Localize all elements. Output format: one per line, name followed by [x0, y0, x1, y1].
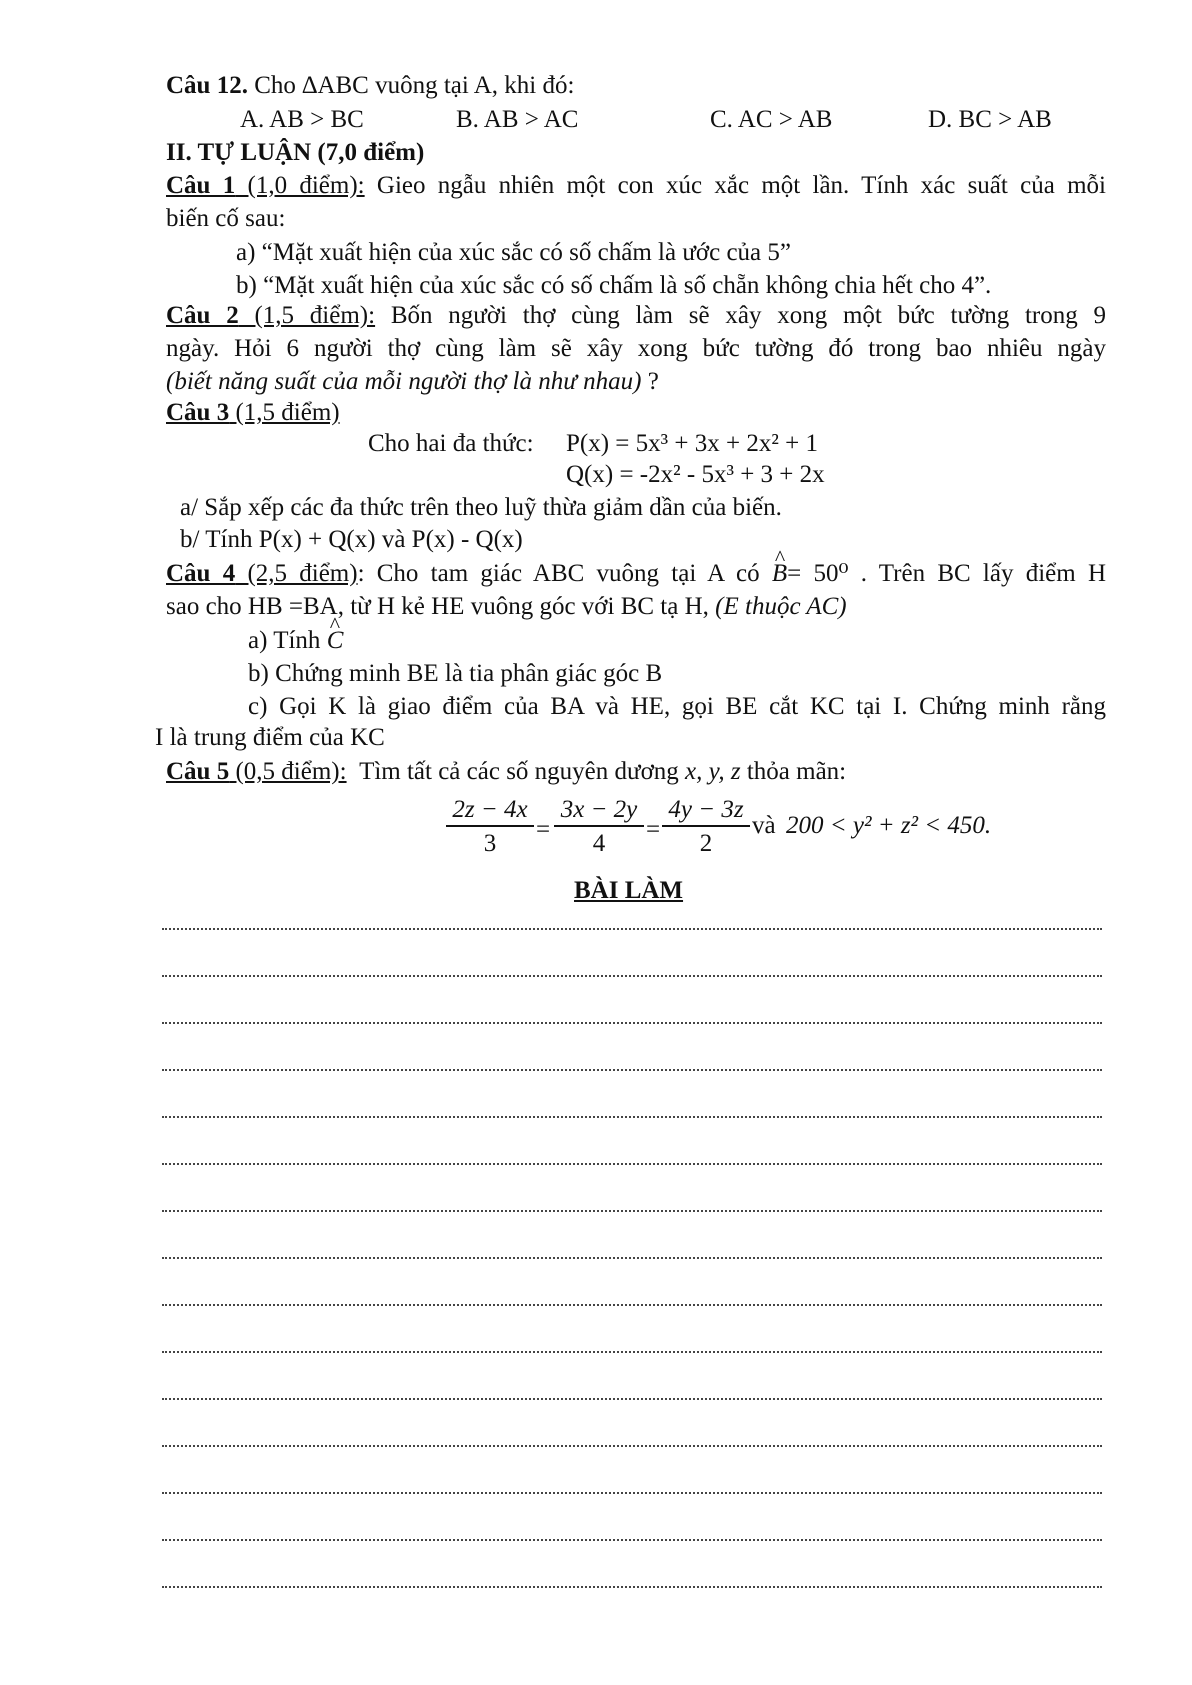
c5-points: (0,5 điểm):: [229, 758, 347, 785]
fraction-2-den: 4: [592, 830, 606, 857]
fraction-2: [554, 795, 644, 861]
answer-line: [162, 1539, 1102, 1541]
c5-label-bold: Câu 5: [166, 758, 230, 785]
fraction-2-num: 3x − 2y: [554, 795, 644, 827]
answer-line: [162, 928, 1102, 930]
answer-line: [162, 1022, 1102, 1024]
c4-part-c2: I là trung điểm của KC: [155, 724, 385, 751]
c4-text2: = 50⁰ . Trên BC lấy điểm H: [787, 560, 1106, 587]
c2-line2: ngày. Hỏi 6 người thợ cùng làm sẽ xây xong bức tường đó trong bao nhiêu ngày: [166, 335, 1106, 362]
q12-option-d: D. BC > AB: [928, 106, 1052, 133]
fraction-3-den: 2: [699, 830, 713, 857]
answer-line: [162, 1586, 1102, 1588]
c3-part-a: a/ Sắp xếp các đa thức trên theo luỹ thừa giảm dần của biến.: [180, 494, 782, 521]
q12-text: Cho ∆ABC vuông tại A, khi đó:: [247, 72, 575, 99]
c5-text-end: thỏa mãn:: [740, 758, 847, 785]
fraction-1: [446, 795, 534, 861]
equals-2: =: [646, 816, 661, 843]
c3-label: [166, 397, 340, 429]
fraction-3: [662, 795, 750, 861]
c3-part-b: b/ Tính P(x) + Q(x) và P(x) - Q(x): [180, 526, 523, 553]
c3-poly-p: P(x) = 5x³ + 3x + 2x² + 1: [566, 430, 818, 457]
fraction-3-num: 4y − 3z: [662, 795, 750, 827]
c2-label-bold: Câu 2: [166, 302, 239, 329]
c1-item-b: b) “Mặt xuất hiện của xúc sắc có số chấm là số chẵn không chia hết cho 4”.: [236, 272, 992, 299]
c2-text: Bốn người thợ cùng làm sẽ xây xong một bức tường trong 9: [390, 302, 1107, 329]
c2-points: (1,5 điểm):: [238, 302, 376, 329]
c4-text1: : Cho tam giác ABC vuông tại A có: [357, 560, 772, 587]
angle-c: ^ C: [327, 625, 344, 657]
c3-points: (1,5 điểm): [229, 399, 340, 426]
c5-text: Tìm tất cả các số nguyên dương: [359, 758, 686, 785]
c4-label-bold: Câu 4: [166, 560, 236, 587]
c5-vars: x, y, z: [685, 758, 741, 785]
section-title: II. TỰ LUẬN (7,0 điểm): [166, 139, 425, 166]
answer-line: [162, 975, 1102, 977]
c4-part-c1-text: c) Gọi K là giao điểm của BA và HE, gọi BE cắt KC tại I. Chứng minh rằng: [248, 693, 1106, 720]
c3-poly-q: Q(x) = -2x² - 5x³ + 3 + 2x: [566, 461, 825, 488]
c5-line: [166, 756, 846, 788]
answer-line: [162, 1116, 1102, 1118]
c2-note: (biết năng suất của mỗi người thợ là như nhau): [166, 368, 642, 395]
q12-option-a: A. AB > BC: [240, 106, 364, 133]
c5-and: và: [752, 812, 776, 839]
c1-line2: biến cố sau:: [166, 205, 286, 232]
c3-label-bold: Câu 3: [166, 399, 230, 426]
q12-option-c: C. AC > AB: [710, 106, 833, 133]
c3-intro: Cho hai đa thức:: [368, 430, 534, 457]
c4-part-a-text: a) Tính: [248, 627, 327, 654]
equals-1: =: [536, 816, 551, 843]
answer-line: [162, 1398, 1102, 1400]
q12-line: [166, 70, 574, 102]
c2-line1: [166, 300, 1106, 332]
c1-line1: [166, 170, 1106, 202]
c2-line3: [166, 366, 659, 398]
answer-line: [162, 1069, 1102, 1071]
c4-line1: [166, 558, 1106, 590]
c1-item-a: a) “Mặt xuất hiện của xúc sắc có số chấm là ước của 5”: [236, 239, 791, 266]
answer-line: [162, 1304, 1102, 1306]
c1-text: Gieo ngẫu nhiên một con xúc xắc một lần. Tính xác suất của mỗi: [376, 172, 1106, 199]
answer-line: [162, 1351, 1102, 1353]
fraction-1-den: 3: [483, 830, 497, 857]
c4-line2: [166, 591, 847, 623]
c4-text3: sao cho HB =BA, từ H kẻ HE vuông góc với BC tạ H,: [166, 593, 716, 620]
c1-points: (1,0 điểm):: [235, 172, 365, 199]
c5-inequality: 200 < y² + z² < 450.: [786, 812, 992, 839]
angle-b: ^ B: [772, 558, 787, 590]
c4-part-a: [248, 625, 343, 657]
c2-end: ?: [641, 368, 659, 395]
answer-line: [162, 1492, 1102, 1494]
c4-part-c1: [248, 691, 1106, 723]
answer-line: [162, 1445, 1102, 1447]
c1-label-bold: Câu 1: [166, 172, 236, 199]
c4-points: (2,5 điểm): [235, 560, 358, 587]
answer-title: BÀI LÀM: [574, 877, 684, 904]
answer-line: [162, 1210, 1102, 1212]
c4-part-b: b) Chứng minh BE là tia phân giác góc B: [248, 660, 663, 687]
q12-option-b: B. AB > AC: [456, 106, 579, 133]
q12-label: Câu 12.: [166, 72, 248, 99]
answer-line: [162, 1257, 1102, 1259]
fraction-1-num: 2z − 4x: [446, 795, 534, 827]
answer-line: [162, 1163, 1102, 1165]
c4-note: (E thuộc AC): [715, 593, 847, 620]
